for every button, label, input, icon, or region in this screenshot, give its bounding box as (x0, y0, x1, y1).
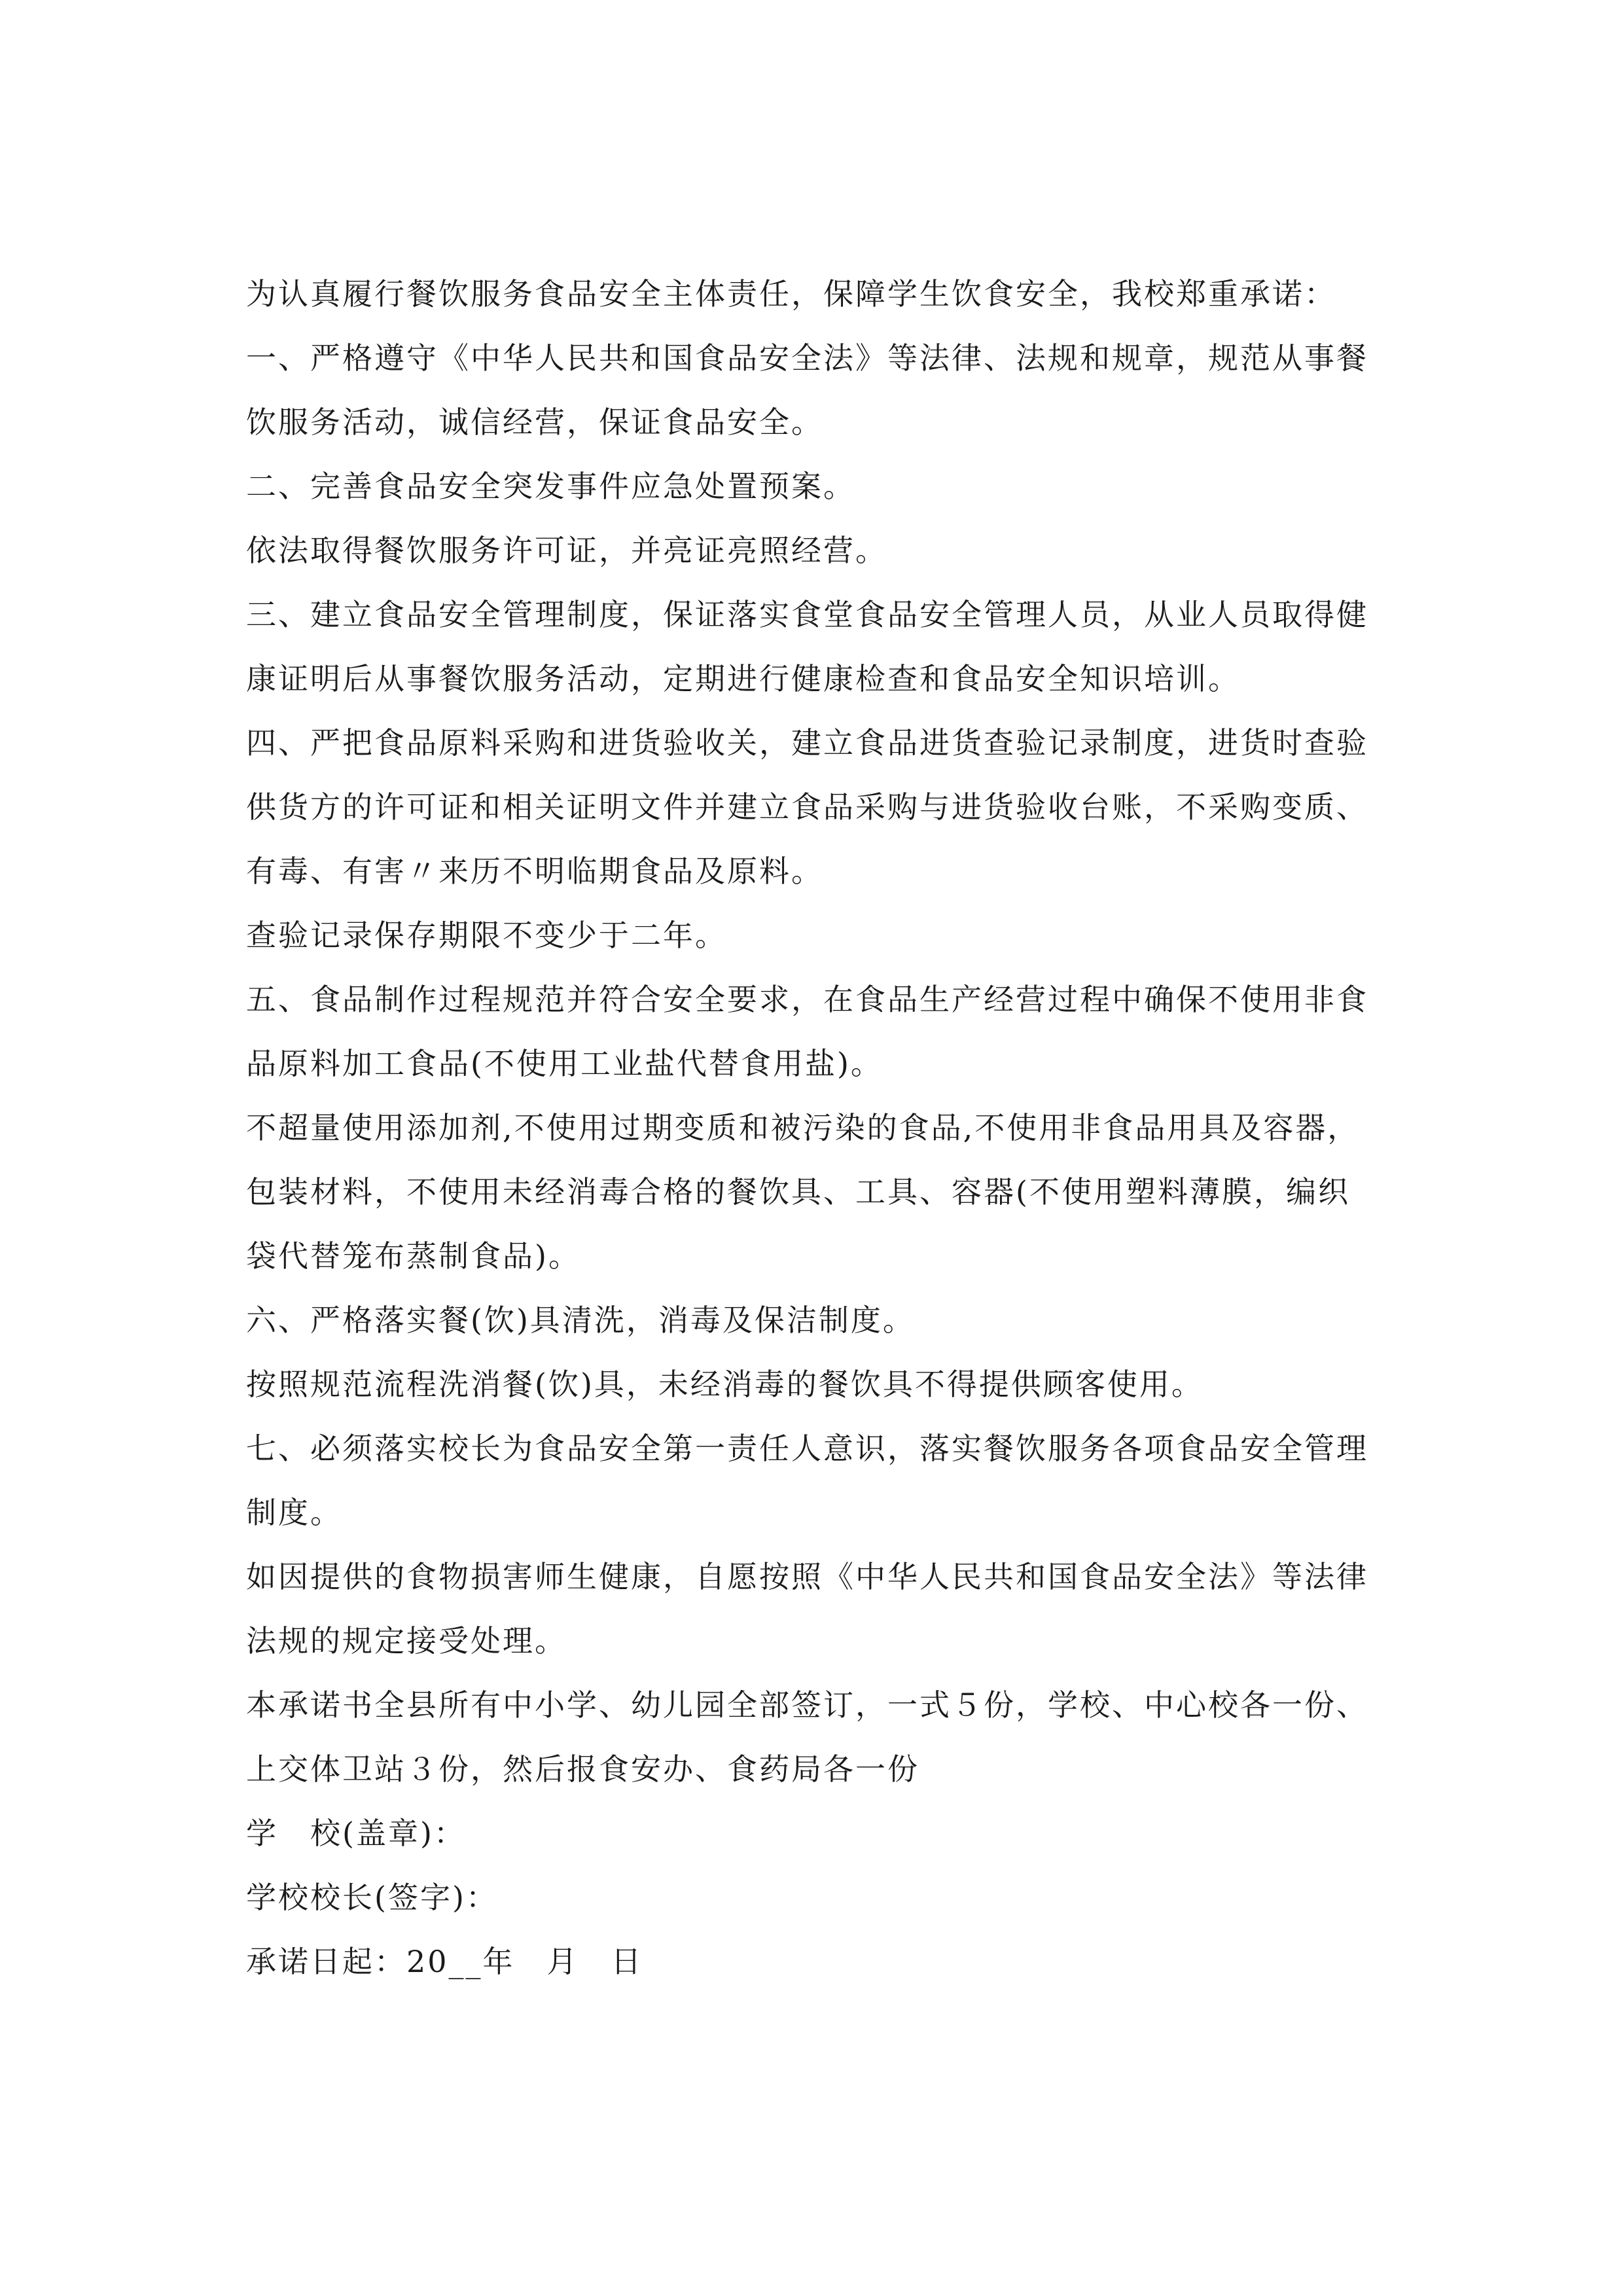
clause-1-line-2: 饮服务活动，诚信经营，保证食品安全。 (246, 404, 823, 440)
distribution-line-1: 本承诺书全县所有中小学、幼儿园全部签订，一式５份，学校、中心校各一份、 (246, 1687, 1368, 1723)
clause-5-line-1: 五、食品制作过程规范并符合安全要求，在食品生产经营过程中确保不使用非食 (246, 982, 1368, 1017)
document-body (246, 262, 1385, 1994)
clause-7-line-2: 制度。 (246, 1495, 342, 1530)
principal-signature-field: 学校校长(签字)： (246, 1880, 498, 1915)
clause-3-line-1: 三、建立食品安全管理制度，保证落实食堂食品安全管理人员，从业人员取得健 (246, 597, 1368, 632)
clause-5-line-5: 袋代替笼布蒸制食品)。 (246, 1238, 580, 1274)
clause-3-line-2: 康证明后从事餐饮服务活动，定期进行健康检查和食品安全知识培训。 (246, 661, 1240, 696)
intro-line: 为认真履行餐饮服务食品安全主体责任，保障学生饮食安全，我校郑重承诺： (246, 276, 1336, 312)
commitment-date-field: 承诺日起：20__年 月 日 (246, 1944, 643, 1979)
clause-4-line-4: 查验记录保存期限不变少于二年。 (246, 918, 727, 953)
clause-7-line-1: 七、必须落实校长为食品安全第一责任人意识，落实餐饮服务各项食品安全管理 (246, 1431, 1368, 1466)
clause-4-line-1: 四、严把食品原料采购和进货验收关，建立食品进货查验记录制度，进货时查验 (246, 725, 1368, 761)
clause-6-line-2: 按照规范流程洗消餐(饮)具，未经消毒的餐饮具不得提供顾客使用。 (246, 1367, 1204, 1402)
liability-line-1: 如因提供的食物损害师生健康，自愿按照《中华人民共和国食品安全法》等法律 (246, 1559, 1368, 1594)
clause-2-line-2: 依法取得餐饮服务许可证，并亮证亮照经营。 (246, 533, 887, 568)
liability-line-2: 法规的规定接受处理。 (246, 1623, 567, 1659)
clause-5-line-3: 不超量使用添加剂,不使用过期变质和被污染的食品,不使用非食品用具及容器， (246, 1110, 1360, 1145)
school-seal-field: 学 校(盖章)： (246, 1816, 466, 1851)
distribution-line-2: 上交体卫站３份，然后报食安办、食药局各一份 (246, 1751, 919, 1787)
clause-1-line-1: 一、严格遵守《中华人民共和国食品安全法》等法律、法规和规章，规范从事餐 (246, 340, 1368, 376)
clause-4-line-2: 供货方的许可证和相关证明文件并建立食品采购与进货验收台账，不采购变质、 (246, 789, 1368, 825)
clause-5-line-2: 品原料加工食品(不使用工业盐代替食用盐)。 (246, 1046, 883, 1081)
clause-5-line-4: 包装材料，不使用未经消毒合格的餐饮具、工具、容器(不使用塑料薄膜，编织 (246, 1174, 1350, 1210)
clause-4-line-3: 有毒、有害〃来历不明临期食品及原料。 (246, 853, 823, 889)
clause-2-line-1: 二、完善食品安全突发事件应急处置预案。 (246, 469, 855, 504)
clause-6-line-1: 六、严格落实餐(饮)具清洗，消毒及保洁制度。 (246, 1302, 915, 1338)
